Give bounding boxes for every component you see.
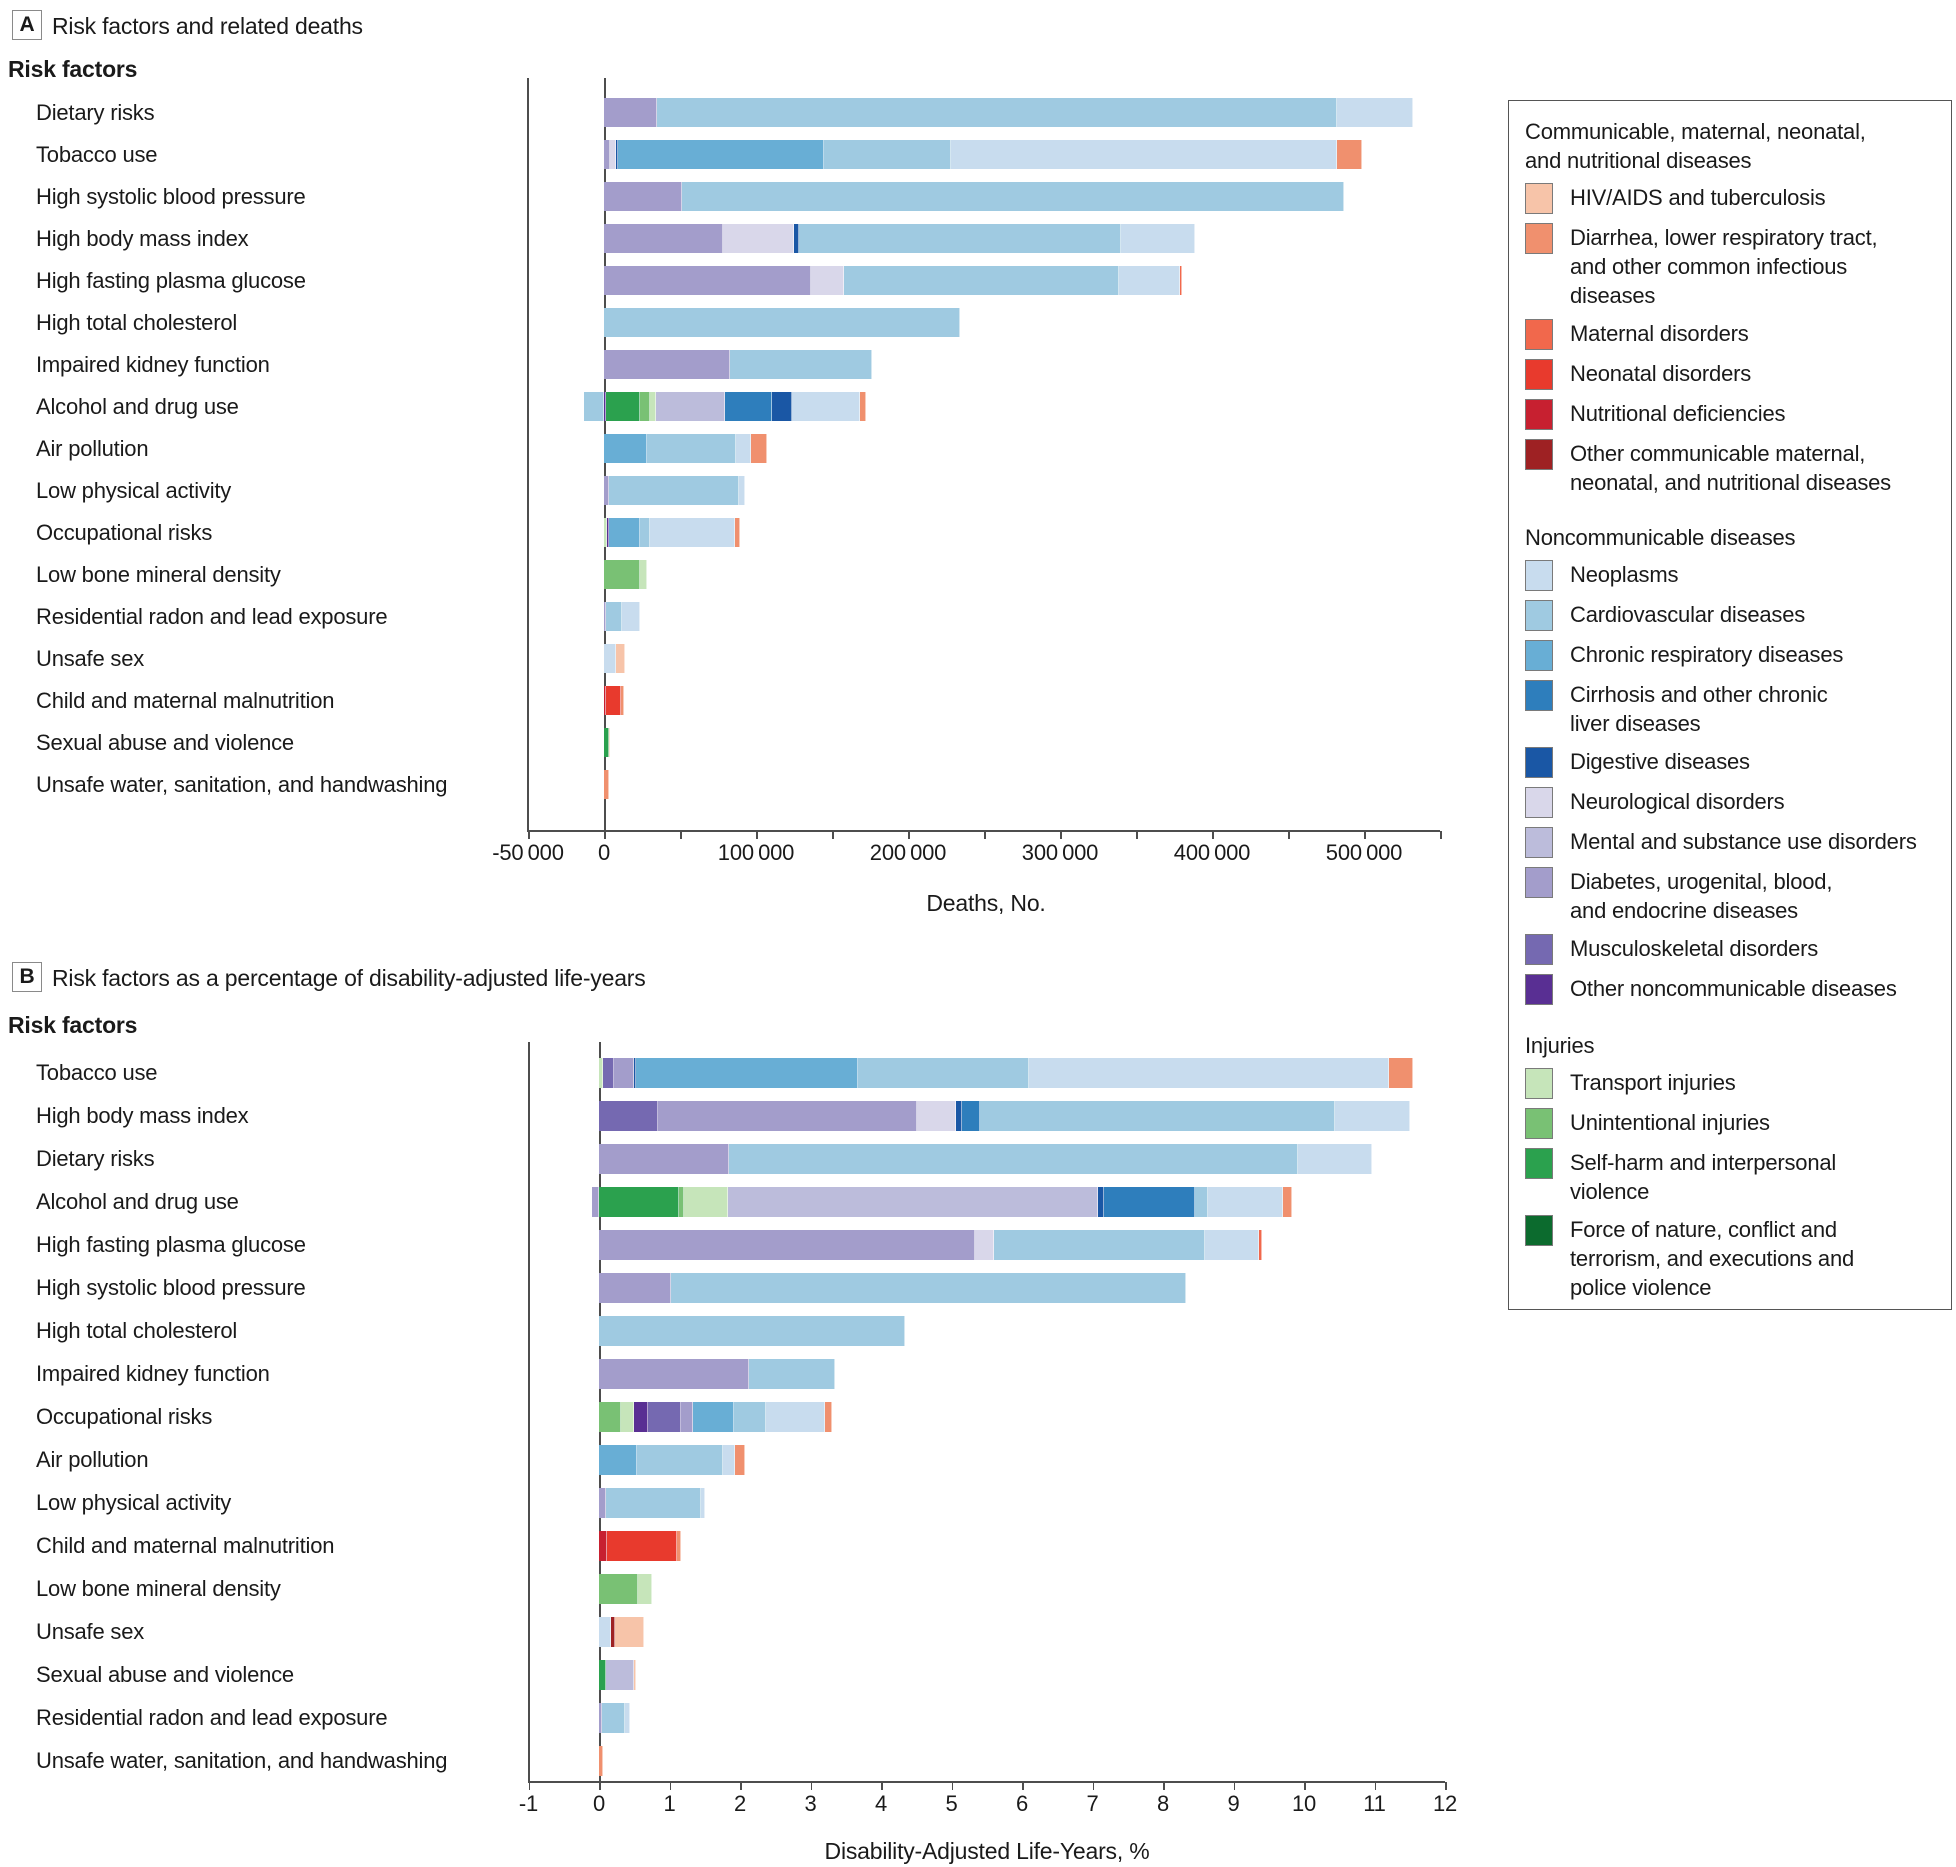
bar-segment-cardiovascular [730,350,871,379]
x-axis-tick [1440,831,1442,839]
bar-segment-diarrhea_lri [621,686,623,715]
x-axis-tick-label: 500 000 [1325,840,1403,865]
bar-segment-diarrhea_lri [735,1445,745,1475]
bar-segment-diabetes_urogenital [604,350,730,379]
x-axis-tick [680,831,682,839]
bar-segment-musculoskeletal [599,1101,658,1131]
legend-item-label: Self-harm and interpersonal violence [1570,1150,1837,1204]
bar-segment-neoplasms [701,1488,705,1518]
risk-factor-label: Dietary risks [36,1146,155,1171]
legend-item [1525,827,1937,858]
risk-factor-label: Unsafe water, sanitation, and handwashing [36,1748,448,1773]
bar-segment-self_harm [599,1187,679,1217]
bar-segment-transport [638,1574,652,1604]
bar-segment-neoplasms [766,1402,825,1432]
bar-segment-diabetes_urogenital [604,182,682,211]
legend-swatch-mental [1525,827,1553,858]
bar-segment-neurological [723,224,794,253]
bar-segment-other_ncd [634,1402,648,1432]
bar-segment-diabetes_urogenital [604,98,657,127]
bar-segment-neoplasms [1208,1187,1283,1217]
bar-segment-cardiovascular [599,1316,905,1346]
risk-factor-label: Impaired kidney function [36,1361,270,1386]
legend-item-label: Neurological disorders [1570,789,1785,814]
bar-segment-diarrhea_lri [677,1531,682,1561]
panel-b-tag: B [12,962,42,992]
panel-a-tag: A [12,10,42,40]
bar-segment-diarrhea_lri [735,518,740,547]
bar-segment-nutritional [599,1531,607,1561]
legend-item [1525,1108,1937,1139]
legend-swatch-other_ncd [1525,974,1553,1005]
bar-segment-cardiovascular [734,1402,766,1432]
bar-segment-diabetes_urogenital [599,1359,749,1389]
bar-segment-diarrhea_lri [1389,1058,1414,1088]
bar-segment-diabetes_urogenital [681,1402,693,1432]
bar-segment-digestive [772,392,792,421]
legend-swatch-maternal [1525,319,1553,350]
bar-segment-unintentional [599,1402,621,1432]
legend-item-label: Other communicable maternal, neonatal, and nutritional diseases [1570,441,1891,495]
x-axis-tick [1304,1782,1306,1790]
legend-item-label: Force of nature, conflict and terrorism, and executions and police violence [1570,1217,1855,1300]
x-axis-tick [604,831,606,839]
bar-segment-maternal [1180,266,1182,295]
legend-swatch-unintentional [1525,1108,1553,1139]
legend-swatch-cardiovascular [1525,600,1553,631]
bar-segment-unintentional [604,560,640,589]
bar-segment-neoplasms [792,392,860,421]
legend-item [1525,680,1937,738]
bar-segment-unintentional [599,1574,638,1604]
x-axis-tick-label: 3 [804,1791,817,1816]
legend-item [1525,439,1937,497]
risk-factor-label: Low bone mineral density [36,1576,281,1601]
bar-segment-diabetes_urogenital [604,224,723,253]
legend-group [1525,1031,1937,1302]
legend-swatch-self_harm [1525,1148,1553,1179]
legend-item-label: Nutritional deficiencies [1570,401,1786,426]
legend-item [1525,560,1937,591]
legend-swatch-other_cmnn [1525,439,1553,470]
risk-factor-label: Child and maternal malnutrition [36,1533,335,1558]
risk-factor-label: High fasting plasma glucose [36,267,306,293]
risk-factor-label: Dietary risks [36,99,155,125]
bar-segment-neoplasms [1119,266,1180,295]
risk-factor-label: Sexual abuse and violence [36,729,294,755]
legend-item-label: Cirrhosis and other chronic liver diseases [1570,682,1828,736]
risk-factor-label: High total cholesterol [36,1318,238,1343]
x-axis-tick [1288,831,1290,839]
bar-segment-neoplasms [1335,1101,1410,1131]
bar-segment-cardiovascular [671,1273,1186,1303]
legend-item-label: Cardiovascular diseases [1570,602,1806,627]
x-axis-tick [670,1782,672,1790]
panel-a-x-axis-title: Deaths, No. [926,890,1046,916]
x-axis-tick [881,1782,883,1790]
bar-segment-hiv [634,1660,635,1690]
legend-item [1525,183,1937,214]
legend-item [1525,1068,1937,1099]
bar-segment-diabetes_urogenital [599,1488,606,1518]
x-axis-tick [1445,1782,1447,1790]
x-axis-tick [529,1782,531,1790]
legend-swatch-neonatal [1525,359,1553,390]
bar-segment-cardiovascular [647,434,737,463]
risk-factor-label: Alcohol and drug use [36,393,239,419]
legend-item-label: Other noncommunicable diseases [1570,976,1897,1001]
bar-segment-cardiovascular [1195,1187,1208,1217]
x-axis-tick [528,831,530,839]
bar-segment-cardiovascular [584,392,604,421]
bar-segment-chronic_resp [693,1402,734,1432]
x-axis-tick [1212,831,1214,839]
bar-segment-chronic_resp [609,518,639,547]
bar-segment-neoplasms [650,518,735,547]
bar-segment-cirrhosis [1104,1187,1195,1217]
risk-factor-label: Air pollution [36,1447,149,1472]
x-axis-tick-label: 1 [663,1791,676,1816]
bar-segment-neonatal [607,1531,677,1561]
x-axis-tick [1136,831,1138,839]
legend-swatch-hiv [1525,183,1553,214]
legend-swatch-diabetes_urogenital [1525,867,1553,898]
bar-segment-neoplasms [951,140,1337,169]
legend-swatch-force_nature [1525,1215,1553,1246]
bar-segment-mental [656,392,724,421]
bar-segment-neurological [811,266,844,295]
bar-segment-hiv [615,1617,644,1647]
bar-segment-cirrhosis [962,1101,980,1131]
bar-segment-neoplasms [1298,1144,1372,1174]
legend-swatch-nutritional [1525,399,1553,430]
legend-item-label: Mental and substance use disorders [1570,829,1917,854]
bar-segment-cardiovascular [824,140,952,169]
x-axis-tick [1234,1782,1236,1790]
legend-item-label: Transport injuries [1570,1070,1736,1095]
legend-group-title: Noncommunicable diseases [1525,525,1796,550]
bar-segment-chronic_resp [636,1058,858,1088]
risk-factor-label: Sexual abuse and violence [36,1662,294,1687]
x-axis-tick-label: 9 [1227,1791,1240,1816]
risk-factor-label: Unsafe sex [36,645,145,671]
bar-segment-neurological [975,1230,994,1260]
legend-item-label: Musculoskeletal disorders [1570,936,1819,961]
risk-factor-label: Alcohol and drug use [36,1189,239,1214]
legend-swatch-neurological [1525,787,1553,818]
legend-item [1525,787,1937,818]
x-axis-line [528,1781,1445,1783]
legend-item [1525,399,1937,430]
x-axis-tick [832,831,834,839]
bar-segment-neoplasms [604,644,616,673]
x-axis-tick-label: -1 [518,1791,539,1816]
bar-segment-cardiovascular [682,182,1345,211]
legend-item [1525,359,1937,390]
bar-segment-diarrhea_lri [860,392,866,421]
x-axis-tick-label: 0 [597,840,611,865]
risk-factor-label: High fasting plasma glucose [36,1232,306,1257]
y-axis-line [528,1042,530,1781]
bar-segment-hiv [609,728,611,757]
bar-segment-diarrhea_lri [599,1746,603,1776]
bar-segment-chronic_resp [604,434,647,463]
bar-segment-diabetes_urogenital [658,1101,917,1131]
risk-factor-label: Impaired kidney function [36,351,270,377]
x-axis-tick-label: 11 [1363,1791,1386,1816]
legend-swatch-musculoskeletal [1525,934,1553,965]
legend-item-label: HIV/AIDS and tuberculosis [1570,185,1826,210]
legend-group [1525,523,1937,1005]
x-axis-tick [1060,831,1062,839]
legend-item [1525,867,1937,925]
bar-segment-diarrhea_lri [751,434,766,463]
bar-segment-chronic_resp [599,1445,637,1475]
bar-segment-neoplasms [739,476,745,505]
bar-segment-cirrhosis [725,392,772,421]
risk-factor-label: High systolic blood pressure [36,1275,306,1300]
risk-factor-label: Low physical activity [36,477,232,503]
panel-a-section-label: Risk factors [8,56,138,82]
bar-segment-neoplasms [736,434,751,463]
x-axis-tick-label: 10 [1291,1791,1317,1816]
bar-segment-cardiovascular [858,1058,1029,1088]
legend-group-title: Communicable, maternal, neonatal, and nutritional diseases [1525,119,1866,173]
bar-segment-self_harm [599,1660,606,1690]
x-axis-tick-label: 300 000 [1021,840,1099,865]
panel-b-title: Risk factors as a percentage of disability-adjusted life-years [52,965,646,991]
bar-segment-neoplasms [1205,1230,1259,1260]
bar-segment-cardiovascular [606,602,623,631]
risk-factor-label: Occupational risks [36,1404,213,1429]
legend-item [1525,600,1937,631]
bar-segment-diabetes_urogenital [614,1058,634,1088]
bar-segment-diarrhea_lri [1337,140,1361,169]
x-axis-tick-label: 8 [1156,1791,1170,1816]
risk-factor-label: Unsafe sex [36,1619,145,1644]
legend-swatch-neoplasms [1525,560,1553,591]
bar-segment-neoplasms [625,1703,630,1733]
x-axis-tick [908,831,910,839]
x-axis-tick [599,1782,601,1790]
bar-segment-cardiovascular [606,1488,701,1518]
x-axis-tick [740,1782,742,1790]
risk-factor-label: Residential radon and lead exposure [36,1705,388,1730]
bar-segment-self_harm [606,392,639,421]
bar-segment-neoplasms [599,1617,611,1647]
bar-segment-mental [606,1660,634,1690]
bar-segment-neonatal [606,686,621,715]
legend-item-label: Digestive diseases [1570,749,1750,774]
panel-a-title: Risk factors and related deaths [52,13,363,39]
bar-segment-chronic_resp [618,140,823,169]
risk-factor-label: Residential radon and lead exposure [36,603,388,629]
x-axis-tick [952,1782,954,1790]
legend [1508,100,1952,1310]
bar-segment-cardiovascular [640,518,651,547]
bar-segment-cardiovascular [729,1144,1299,1174]
bar-segment-neoplasms [1029,1058,1389,1088]
x-axis-tick-label: 200 000 [869,840,947,865]
legend-item-label: Diabetes, urogenital, blood, and endocrine diseases [1570,869,1833,923]
legend-item [1525,640,1937,671]
legend-item-label: Neonatal disorders [1570,361,1752,386]
risk-factor-label: Occupational risks [36,519,213,545]
legend-item [1525,319,1937,350]
x-axis-tick [984,831,986,839]
bar-segment-transport [621,1402,634,1432]
bar-segment-cardiovascular [980,1101,1335,1131]
bar-segment-neoplasms [723,1445,735,1475]
bar-segment-cardiovascular [749,1359,835,1389]
legend-item-label: Unintentional injuries [1570,1110,1770,1135]
bar-segment-cardiovascular [602,1703,625,1733]
x-axis-tick-label: 4 [874,1791,888,1816]
legend-item [1525,223,1937,310]
legend-swatch-cirrhosis [1525,680,1553,711]
x-axis-tick-label: 7 [1086,1791,1099,1816]
bar-segment-neoplasms [622,602,640,631]
bar-segment-cardiovascular [844,266,1119,295]
x-axis-tick [811,1782,813,1790]
x-axis-tick [1093,1782,1095,1790]
x-axis-tick-label: 0 [592,1791,606,1816]
legend-swatch-transport [1525,1068,1553,1099]
risk-factor-label: High systolic blood pressure [36,183,306,209]
risk-factor-label: High total cholesterol [36,309,238,335]
risk-factor-label: Unsafe water, sanitation, and handwashing [36,771,448,797]
legend-group [1525,117,1937,497]
bar-segment-maternal [1259,1230,1262,1260]
bar-segment-cardiovascular [637,1445,723,1475]
x-axis-tick [756,831,758,839]
legend-item [1525,747,1937,778]
legend-swatch-digestive [1525,747,1553,778]
legend-item-label: Chronic respiratory diseases [1570,642,1844,667]
panel-b-section-label: Risk factors [8,1012,138,1038]
bar-segment-transport [684,1187,728,1217]
risk-factor-label: High body mass index [36,225,249,251]
x-axis-tick [1022,1782,1024,1790]
risk-factor-label: Low physical activity [36,1490,232,1515]
bar-segment-diabetes_urogenital [599,1273,671,1303]
bar-segment-neurological [917,1101,956,1131]
legend-item [1525,974,1937,1005]
legend-swatch-chronic_resp [1525,640,1553,671]
panel-b-x-axis-title: Disability-Adjusted Life-Years, % [824,1838,1150,1864]
x-axis-tick-label: 5 [945,1791,958,1816]
bar-segment-unintentional [640,392,651,421]
bar-segment-cardiovascular [799,224,1121,253]
x-axis-tick-label: -50 000 [492,840,564,865]
y-axis-line [527,78,529,830]
x-axis-tick [1364,831,1366,839]
bar-segment-musculoskeletal [603,1058,614,1088]
bar-segment-diarrhea_lri [1283,1187,1292,1217]
bar-segment-diabetes_urogenital [604,266,811,295]
x-axis-tick-label: 100 000 [717,840,795,865]
legend-group-title: Injuries [1525,1033,1595,1058]
bar-segment-neoplasms [1121,224,1195,253]
bar-segment-diarrhea_lri [604,770,609,799]
bar-segment-mental [728,1187,1098,1217]
x-axis-tick-label: 12 [1432,1791,1458,1816]
legend-swatch-diarrhea_lri [1525,223,1553,254]
risk-factor-label: Tobacco use [36,1060,158,1085]
risk-factor-label: Air pollution [36,435,149,461]
bar-segment-cardiovascular [609,476,740,505]
legend-item [1525,1215,1937,1302]
risk-factor-label: Child and maternal malnutrition [36,687,335,713]
bar-segment-cardiovascular [604,308,960,337]
legend-item-label: Neoplasms [1570,562,1679,587]
bar-segment-transport [640,560,646,589]
x-axis-tick-label: 2 [733,1791,747,1816]
bar-segment-cardiovascular [657,98,1336,127]
bar-segment-diabetes_urogenital [599,1144,729,1174]
bar-segment-diarrhea_lri [825,1402,831,1432]
legend-item [1525,1148,1937,1206]
legend-item [1525,934,1937,965]
bar-segment-diabetes_urogenital [599,1230,975,1260]
bar-segment-neoplasms [1337,98,1413,127]
x-axis-tick-label: 6 [1015,1791,1029,1816]
risk-factor-label: Low bone mineral density [36,561,281,587]
x-axis-tick-label: 400 000 [1173,840,1251,865]
risk-factor-label: High body mass index [36,1103,249,1128]
bar-segment-diabetes_urogenital [592,1187,599,1217]
risk-factor-label: Tobacco use [36,141,158,167]
bar-segment-hiv [616,644,625,673]
legend-item-label: Maternal disorders [1570,321,1749,346]
legend-item-label: Diarrhea, lower respiratory tract, and other common infectious diseases [1570,225,1878,308]
bar-segment-musculoskeletal [648,1402,682,1432]
x-axis-tick [1375,1782,1377,1790]
x-axis-tick [1163,1782,1165,1790]
bar-segment-cardiovascular [994,1230,1205,1260]
